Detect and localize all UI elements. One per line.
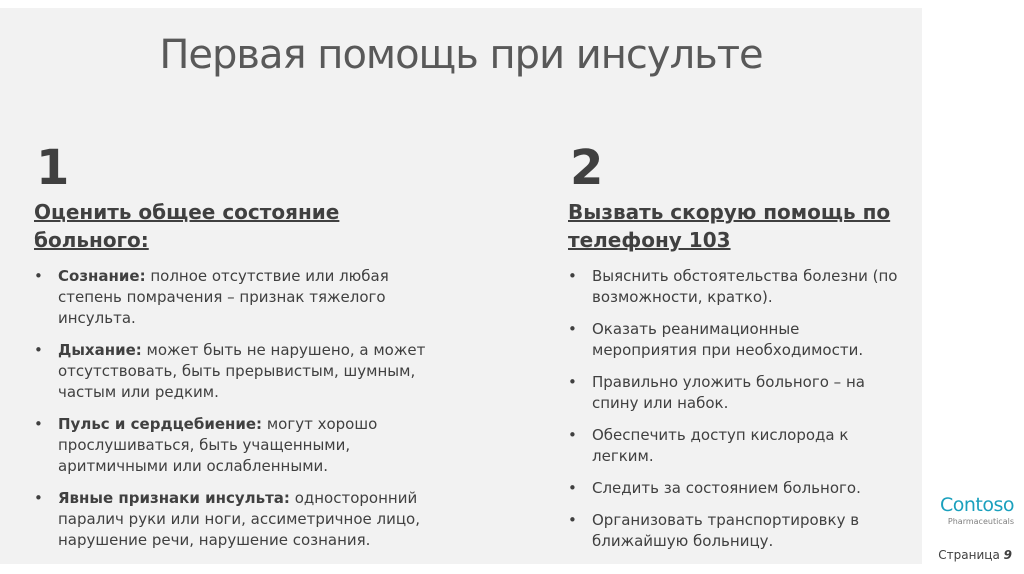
company-logo bbox=[940, 495, 1014, 526]
item-text: Обеспечить доступ кислорода к легким. bbox=[592, 426, 849, 465]
page-number-value: 9 bbox=[1003, 548, 1012, 562]
bullet-icon: • bbox=[568, 320, 577, 338]
logo-name: Contoso bbox=[939, 494, 1014, 516]
step-heading-2: Вызвать скорую помощь по телефону 103 bbox=[568, 200, 891, 252]
bullet-icon: • bbox=[34, 489, 43, 507]
step-heading-1: Оценить общее состояние больного: bbox=[34, 200, 340, 252]
bullet-icon: • bbox=[568, 426, 577, 444]
page-number bbox=[938, 548, 1012, 562]
list-item bbox=[34, 266, 434, 329]
logo-subtitle: Pharmaceuticals bbox=[947, 517, 1014, 526]
item-text: Оказать реанимационные мероприятия при необходимости. bbox=[592, 320, 864, 359]
step-number-1: 1 bbox=[36, 140, 70, 196]
item-text: могут хорошо прослушиваться, быть учащенными, аритмичными или ослабленными. bbox=[58, 415, 378, 475]
step-number-2: 2 bbox=[570, 140, 604, 196]
list-item bbox=[568, 510, 908, 552]
list-item bbox=[568, 319, 908, 361]
list-item bbox=[34, 340, 434, 403]
item-text: может быть не нарушено, а может отсутствовать, быть прерывистым, шумным, частым или редким. bbox=[58, 341, 426, 401]
bullet-icon: • bbox=[34, 415, 43, 433]
left-bullet-list bbox=[34, 266, 434, 551]
slide-panel bbox=[0, 8, 922, 564]
item-text: полное отсутствие или любая степень помрачения – признак тяжелого инсульта. bbox=[58, 267, 389, 327]
bullet-icon: • bbox=[568, 373, 577, 391]
item-text: односторонний паралич руки или ноги, ассиметричное лицо, нарушение речи, нарушение сознания. bbox=[58, 489, 420, 549]
bullet-icon: • bbox=[34, 267, 43, 285]
item-text: Следить за состоянием больного. bbox=[592, 479, 861, 497]
bullet-icon: • bbox=[568, 479, 577, 497]
left-column bbox=[34, 140, 434, 562]
item-text: Выяснить обстоятельства болезни (по возможности, кратко). bbox=[592, 267, 898, 306]
list-item bbox=[568, 425, 908, 467]
bullet-icon: • bbox=[568, 267, 577, 285]
right-bullet-list bbox=[568, 266, 908, 552]
list-item bbox=[568, 478, 908, 499]
bullet-icon: • bbox=[568, 511, 577, 529]
list-item bbox=[34, 488, 434, 551]
list-item bbox=[568, 372, 908, 414]
item-term: Пульс и сердцебиение: bbox=[58, 415, 263, 433]
list-item bbox=[568, 266, 908, 308]
slide-title: Первая помощь при инсульте bbox=[159, 32, 763, 78]
page-label: Страница bbox=[938, 548, 1000, 562]
item-term: Дыхание: bbox=[58, 341, 142, 359]
item-text: Организовать транспортировку в ближайшую больницу. bbox=[592, 511, 860, 550]
list-item bbox=[34, 414, 434, 477]
item-term: Явные признаки инсульта: bbox=[58, 489, 290, 507]
item-text: Правильно уложить больного – на спину или набок. bbox=[592, 373, 865, 412]
item-term: Сознание: bbox=[58, 267, 146, 285]
right-column bbox=[568, 140, 908, 563]
bullet-icon: • bbox=[34, 341, 43, 359]
